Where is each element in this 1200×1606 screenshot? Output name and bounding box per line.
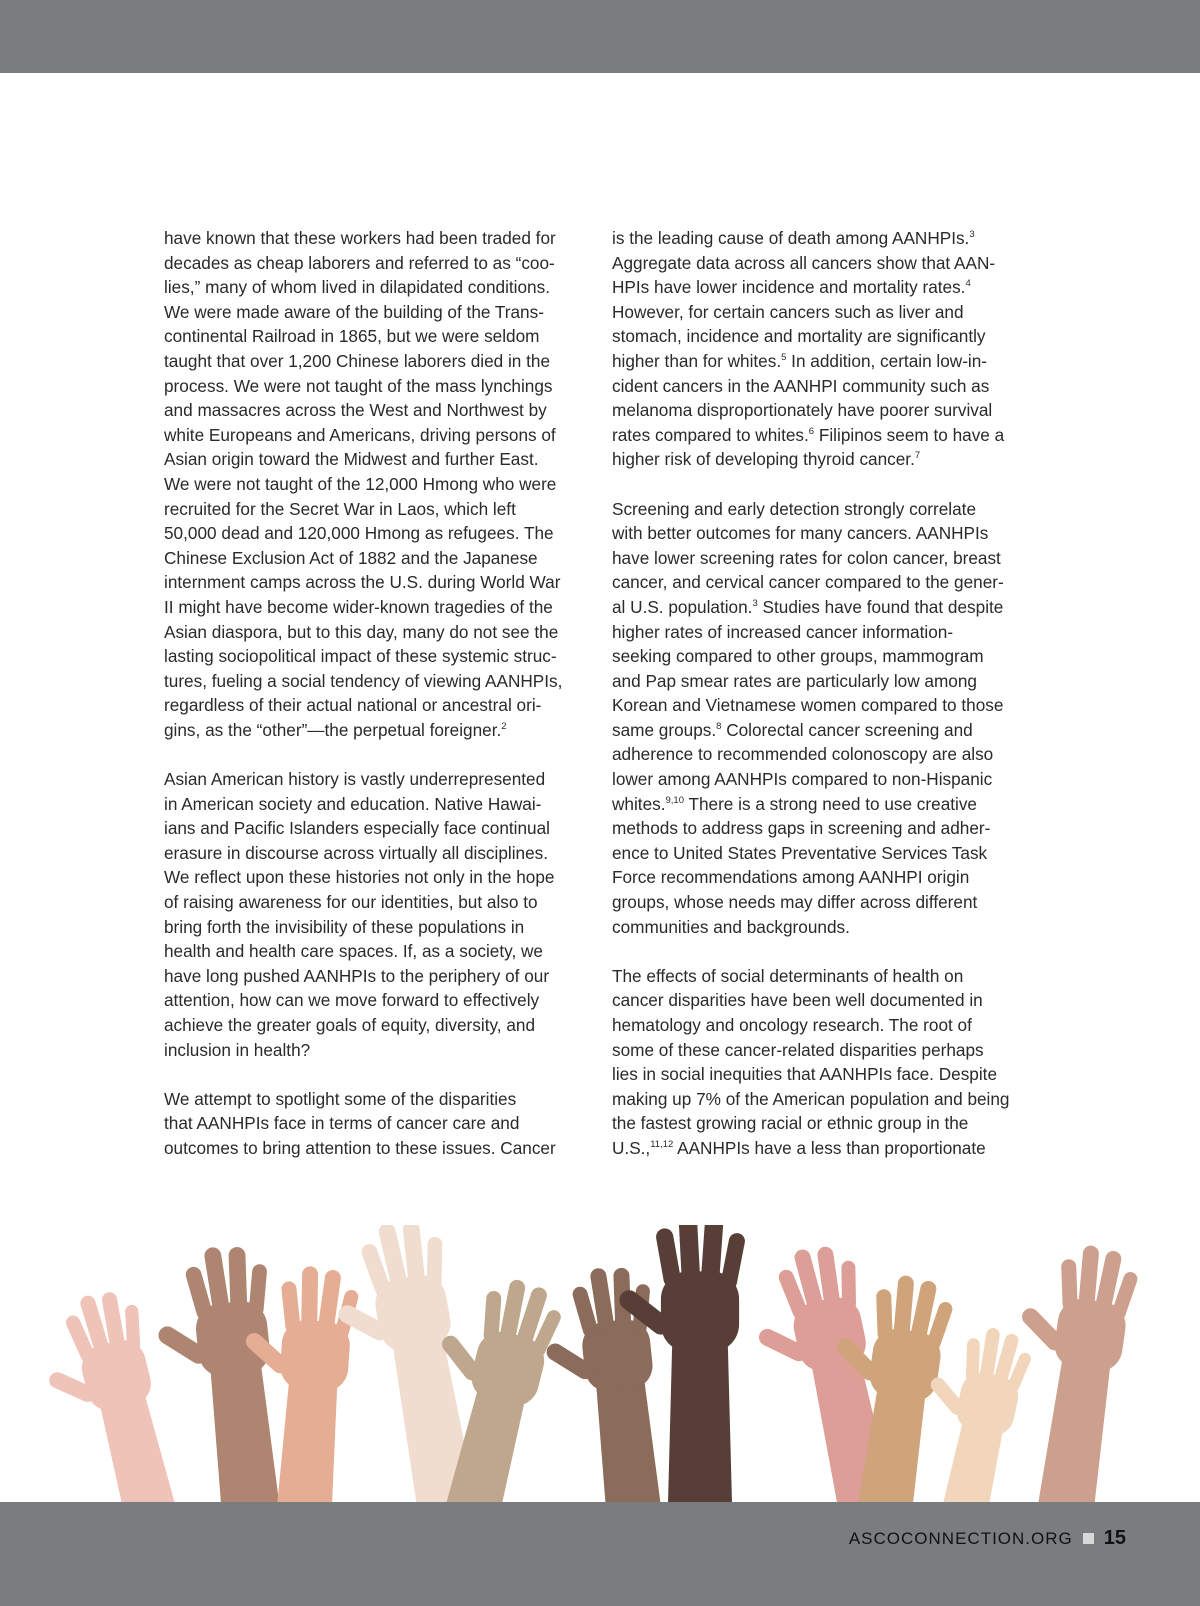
line-text: The effects of social determinants of health on	[612, 965, 964, 986]
text-line	[612, 447, 1048, 472]
line-text: of raising awareness for our identities, but also to	[164, 892, 538, 913]
text-line	[164, 1136, 604, 1161]
line-text: and Pap smear rates are particularly low among	[612, 670, 977, 691]
line-text: hematology and oncology research. The root of	[612, 1015, 972, 1035]
text-line	[612, 841, 1048, 866]
line-text: process. We were not taught of the mass lynchings	[164, 375, 553, 396]
text-line	[612, 1087, 1048, 1112]
text-line	[164, 546, 604, 571]
line-text: lower among AANHPIs compared to non-Hispanic	[612, 769, 993, 790]
line-text: cancer, and cervical cancer compared to the gener-	[612, 572, 1004, 593]
line-text: cident cancers in the AANHPI community such as	[612, 375, 990, 396]
text-line	[612, 1136, 1048, 1161]
text-line	[612, 1111, 1048, 1136]
text-line	[612, 398, 1048, 423]
line-text: have lower screening rates for colon cancer, breast	[612, 547, 1001, 568]
text-line	[164, 570, 604, 595]
text-line	[612, 693, 1048, 718]
line-text: ians and Pacific Islanders especially face continual	[164, 818, 550, 839]
line-text: II might have become wider-known tragedies of the	[164, 596, 553, 617]
text-line	[612, 275, 1048, 300]
line-text: have known that these workers had been traded for	[164, 228, 556, 248]
text-line	[164, 595, 604, 620]
text-line	[164, 300, 604, 325]
line-text: is the leading cause of death among AANHPIs.	[612, 228, 970, 248]
line-text: white Europeans and Americans, driving persons of	[164, 424, 556, 445]
text-line	[612, 915, 1048, 940]
citation-superscript: 9,10	[665, 794, 684, 806]
citation-superscript: 6	[808, 425, 815, 437]
text-line	[164, 939, 604, 964]
text-line	[612, 718, 1048, 743]
line-text: taught that over 1,200 Chinese laborers died in the	[164, 350, 551, 371]
line-text: cancer disparities have been well documented in	[612, 990, 983, 1011]
citation-superscript: 11,12	[650, 1138, 674, 1150]
line-text: outcomes to bring attention to these issues. Cancer	[164, 1137, 556, 1158]
text-line	[612, 767, 1048, 792]
paragraph	[612, 226, 1048, 472]
bottom-band	[0, 1502, 1200, 1606]
text-line	[164, 324, 604, 349]
text-line	[612, 1038, 1048, 1063]
line-text: whites.	[612, 793, 666, 814]
line-text-continued: There is a strong need to use creative	[684, 793, 977, 814]
text-line	[612, 349, 1048, 374]
line-text: We attempt to spotlight some of the disparities	[164, 1088, 517, 1109]
line-text: We reflect upon these histories not only in the hope	[164, 867, 555, 888]
line-text: achieve the greater goals of equity, diversity, and	[164, 1015, 536, 1035]
line-text: al U.S. population.	[612, 596, 753, 617]
line-text: higher than for whites.	[612, 350, 782, 371]
line-text: the fastest growing racial or ethnic group in the	[612, 1113, 969, 1134]
paragraph	[164, 1087, 604, 1161]
text-line	[164, 644, 604, 669]
line-text: We were not taught of the 12,000 Hmong who were	[164, 473, 557, 494]
line-text-continued: In addition, certain low-in-	[786, 350, 988, 371]
text-line	[164, 275, 604, 300]
text-line	[612, 546, 1048, 571]
text-line	[612, 374, 1048, 399]
text-line	[164, 226, 604, 251]
text-line	[612, 742, 1048, 767]
citation-superscript: 3	[752, 597, 758, 609]
text-line	[612, 890, 1048, 915]
text-line	[612, 1062, 1048, 1087]
text-line	[164, 693, 604, 718]
line-text: We were made aware of the building of the Trans-	[164, 301, 544, 322]
text-line	[164, 792, 604, 817]
text-line	[612, 669, 1048, 694]
line-text: lasting sociopolitical impact of these systemic struc-	[164, 646, 557, 667]
line-text: adherence to recommended colonoscopy are also	[612, 744, 994, 765]
text-line	[612, 816, 1048, 841]
text-line	[164, 374, 604, 399]
citation-superscript: 8	[716, 720, 722, 732]
line-text: health and health care spaces. If, as a society, we	[164, 941, 543, 962]
line-text: Asian American history is vastly underrepresented	[164, 769, 546, 790]
line-text-continued: Colorectal cancer screening and	[721, 719, 973, 740]
right-column	[612, 226, 1048, 1185]
square-separator-icon	[1083, 1533, 1094, 1544]
line-text: lies,” many of whom lived in dilapidated conditions.	[164, 277, 550, 298]
line-text: bring forth the invisibility of these populations in	[164, 916, 525, 937]
line-text-continued: Studies have found that despite	[757, 596, 1004, 617]
line-text: HPIs have lower incidence and mortality rates.	[612, 277, 966, 298]
line-text: same groups.	[612, 719, 717, 740]
line-text: continental Railroad in 1865, but we were seldom	[164, 326, 540, 347]
page-footer	[849, 1527, 1126, 1550]
citation-superscript: 7	[914, 450, 921, 462]
line-text: inclusion in health?	[164, 1039, 311, 1060]
line-text: making up 7% of the American population and being	[612, 1088, 1010, 1109]
line-text: methods to address gaps in screening and adher-	[612, 818, 991, 839]
line-text: U.S.,	[612, 1137, 651, 1158]
line-text: Aggregate data across all cancers show that AAN-	[612, 252, 996, 273]
line-text-continued: AANHPIs have a less than proportionate	[673, 1137, 986, 1158]
text-line	[612, 988, 1048, 1013]
line-text: Asian origin toward the Midwest and further East.	[164, 449, 539, 470]
line-text: have long pushed AANHPIs to the periphery of our	[164, 965, 550, 986]
text-line	[164, 988, 604, 1013]
paragraph	[164, 767, 604, 1062]
line-text: tures, fueling a social tendency of viewing AANHPIs,	[164, 670, 563, 691]
line-text: communities and backgrounds.	[612, 916, 850, 937]
text-line	[164, 1087, 604, 1112]
page-number: 15	[1103, 1527, 1126, 1549]
citation-superscript: 4	[965, 278, 971, 290]
line-text: higher rates of increased cancer information-	[612, 621, 954, 642]
text-line	[612, 964, 1048, 989]
line-text-continued: Filipinos seem to have a	[814, 424, 1005, 445]
line-text: regardless of their actual national or ancestral ori-	[164, 695, 542, 716]
text-line	[164, 1111, 604, 1136]
text-line	[164, 521, 604, 546]
line-text: erasure in discourse across virtually all disciplines.	[164, 842, 549, 863]
text-line	[164, 964, 604, 989]
line-text: Korean and Vietnamese women compared to those	[612, 695, 1004, 716]
text-line	[164, 890, 604, 915]
citation-superscript: 3	[969, 229, 975, 240]
line-text: that AANHPIs face in terms of cancer care and	[164, 1113, 520, 1134]
citation-superscript: 2	[501, 720, 507, 732]
text-line	[164, 497, 604, 522]
line-text: some of these cancer-related disparities perhaps	[612, 1039, 984, 1060]
text-line	[164, 1013, 604, 1038]
line-text: decades as cheap laborers and referred to as “coo-	[164, 252, 555, 273]
line-text: in American society and education. Native Hawai-	[164, 793, 542, 814]
text-line	[164, 841, 604, 866]
text-line	[612, 521, 1048, 546]
line-text: and massacres across the West and Northwest by	[164, 400, 547, 421]
line-text: Chinese Exclusion Act of 1882 and the Japanese	[164, 547, 538, 568]
left-column	[164, 226, 604, 1185]
text-line	[164, 349, 604, 374]
text-line	[164, 767, 604, 792]
line-text: However, for certain cancers such as liver and	[612, 301, 964, 322]
text-line	[164, 718, 604, 743]
text-line	[164, 865, 604, 890]
text-line	[612, 1013, 1048, 1038]
text-line	[612, 497, 1048, 522]
paragraph	[164, 226, 604, 742]
line-text: groups, whose needs may differ across different	[612, 892, 978, 913]
text-line	[612, 644, 1048, 669]
text-line	[612, 226, 1048, 251]
text-line	[164, 447, 604, 472]
text-line	[612, 792, 1048, 817]
line-text: gins, as the “other”—the perpetual foreigner.	[164, 719, 502, 740]
text-line	[612, 300, 1048, 325]
raised-hands-illustration	[0, 1225, 1200, 1503]
line-text: higher risk of developing thyroid cancer.	[612, 449, 915, 470]
text-line	[164, 669, 604, 694]
line-text: lies in social inequities that AANHPIs face. Despite	[612, 1064, 997, 1085]
text-line	[164, 251, 604, 276]
hand-1	[28, 1284, 211, 1503]
text-line	[164, 816, 604, 841]
text-line	[164, 472, 604, 497]
line-text: recruited for the Secret War in Laos, which left	[164, 498, 516, 519]
line-text: ence to United States Preventative Services Task	[612, 842, 988, 863]
line-text: internment camps across the U.S. during World War	[164, 572, 561, 593]
text-line	[164, 915, 604, 940]
line-text: stomach, incidence and mortality are significantly	[612, 326, 986, 347]
text-line	[164, 1038, 604, 1063]
paragraph	[612, 964, 1048, 1161]
text-line	[612, 251, 1048, 276]
line-text: Screening and early detection strongly correlate	[612, 498, 977, 519]
line-text: with better outcomes for many cancers. AANHPIs	[612, 523, 989, 544]
text-line	[612, 620, 1048, 645]
line-text: melanoma disproportionately have poorer survival	[612, 400, 993, 421]
line-text: Asian diaspora, but to this day, many do not see the	[164, 621, 559, 642]
paragraph	[612, 497, 1048, 940]
text-line	[612, 423, 1048, 448]
text-line	[612, 595, 1048, 620]
footer-site: ASCOCONNECTION.ORG	[848, 1528, 1073, 1548]
text-line	[612, 324, 1048, 349]
line-text: seeking compared to other groups, mammogram	[612, 646, 984, 667]
citation-superscript: 5	[781, 351, 787, 363]
text-line	[612, 570, 1048, 595]
line-text: 50,000 dead and 120,000 Hmong as refugees. The	[164, 523, 554, 544]
line-text: rates compared to whites.	[612, 424, 809, 445]
text-line	[164, 423, 604, 448]
text-line	[612, 865, 1048, 890]
text-line	[164, 620, 604, 645]
top-band	[0, 0, 1200, 73]
line-text: attention, how can we move forward to effectively	[164, 990, 540, 1011]
text-line	[164, 398, 604, 423]
line-text: Force recommendations among AANHPI origin	[612, 867, 970, 888]
